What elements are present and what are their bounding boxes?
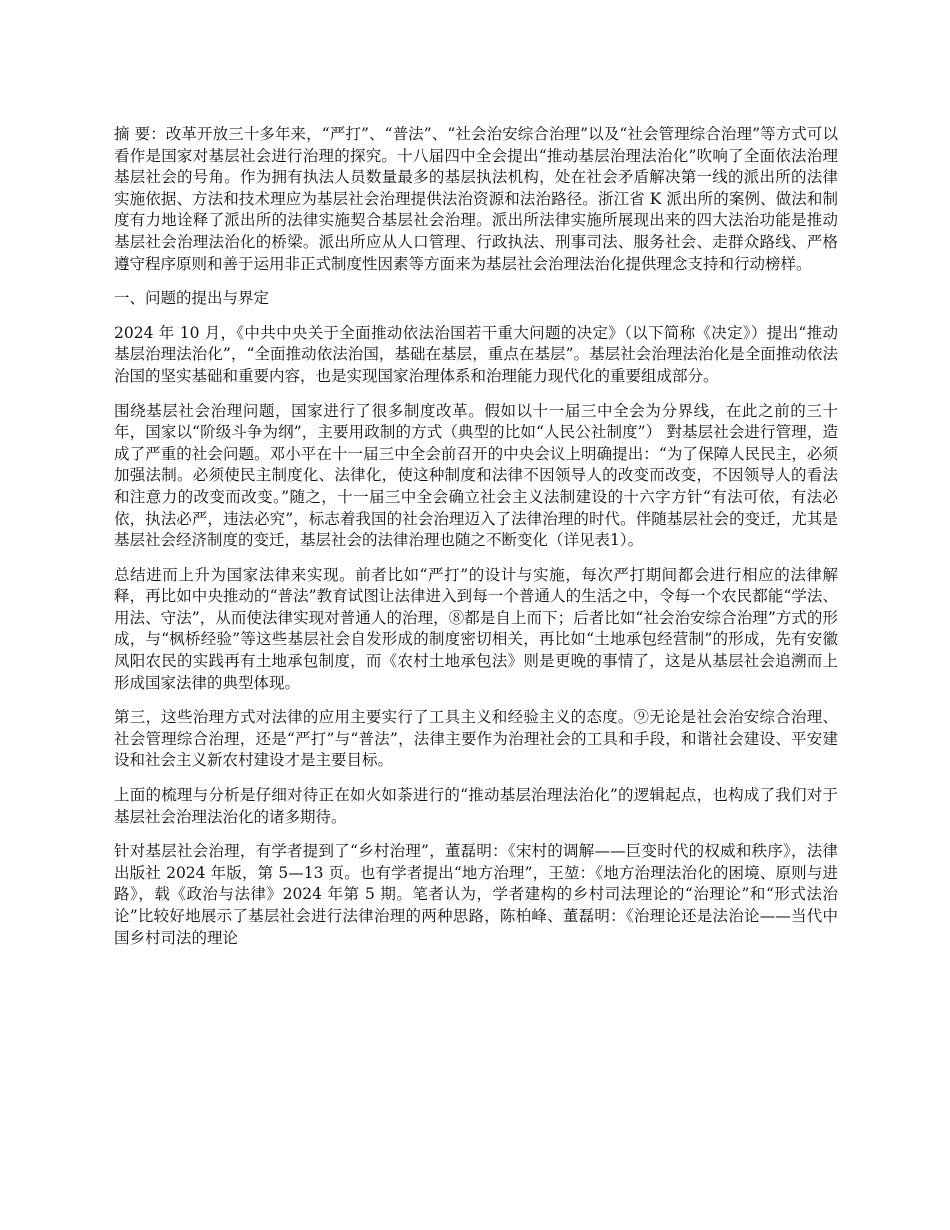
- body-paragraph: 上面的梳理与分析是仔细对待正在如火如荼进行的“推动基层治理法治化”的逻辑起点，也构成了我们对于基层社会治理法治化的诸多期待。: [114, 786, 838, 826]
- section-heading: 一、问题的提出与界定: [114, 289, 270, 308]
- body-paragraph: 围绕基层社会治理问题，国家进行了很多制度改革。假如以十一届三中全会为分界线，在此之前的三十年，国家以“阶级斗争为纲”，主要用政制的方式（典型的比如“人民公社制度”） 對基层社会进行管理，造成了严重的社会问题。邓小平在十一届三中全会前召开的中央会议上明确提出：“为了保障人民民主，必须加强法制。必须使民主制度化、法律化，使这种制度和法律不因领导人的改变而改变，不因领导人的看法和注意力的改变而改变。”随之，十一届三中全会确立社会主义法制建设的十六字方针“有法可依，有法必依，执法必严，违法必究”，标志着我国的社会治理迈入了法律治理的时代。伴随基层社会的变迁，尤其是基层社会经济制度的变迁，基层社会的法律治理也随之不断变化（详见表1）。: [114, 401, 838, 550]
- body-paragraph: 针对基层社会治理，有学者提到了“乡村治理”，董磊明：《宋村的调解——巨变时代的权威和秩序》，法律出版社 2024 年版，第 5—13 页。也有学者提出“地方治理”，王堃：《地方治理法治化的困境、原则与进路》，载《政治与法律》2024 年第 5 期。笔者认为，学者建构的乡村司法理论的“治理论”和“形式法治论”比较好地展示了基层社会进行法律治理的两种思路，陈柏峰、董磊明：《治理论还是法治论——当代中国乡村司法的理论: [114, 842, 838, 947]
- document-body: [114, 124, 838, 962]
- body-paragraph: 第三，这些治理方式对法律的应用主要实行了工具主义和经验主义的态度。⑨无论是社会治安综合治理、社会管理综合治理，还是“严打”与“普法”，法律主要作为治理社会的工具和手段，和谐社会建设、平安建设和社会主义新农村建设才是主要目标。: [114, 708, 838, 770]
- body-paragraph: 总结进而上升为国家法律来实现。前者比如“严打”的设计与实施，每次严打期间都会进行相应的法律解释，再比如中央推动的“普法”教育试图让法律进入到每一个普通人的生活之中，令每一个农民都能“学法、用法、守法”，从而使法律实现对普通人的治理，⑧都是自上而下；后者比如“社会治安综合治理”方式的形成，与“枫桥经验”等这些基层社会自发形成的制度密切相关，再比如“土地承包经营制”的形成，先有安徽凤阳农民的实践再有土地承包制度，而《农村土地承包法》则是更晚的事情了，这是从基层社会追溯而上形成国家法律的典型体现。: [114, 565, 838, 692]
- body-paragraph: 2024 年 10 月，《中共中央关于全面推动依法治国若干重大问题的决定》（以下简称《决定》）提出“推动基层治理法治化”，“全面推动依法治国，基础在基层，重点在基层”。基层社会治理法治化是全面推动依法治国的坚实基础和重要内容，也是实现国家治理体系和治理能力现代化的重要组成部分。: [114, 323, 838, 385]
- abstract-paragraph: 摘 要：改革开放三十多年来，“严打”、“普法”、“社会治安综合治理”以及“社会管理综合治理”等方式可以看作是国家对基层社会进行治理的探究。十八届四中全会提出“推动基层治理法治化”吹响了全面依法治理基层社会的号角。作为拥有执法人员数量最多的基层执法机构，处在社会矛盾解决第一线的派出所的法律实施依据、方法和技术理应为基层社会治理提供法治资源和法治路径。浙江省 K 派出所的案例、做法和制度有力地诠释了派出所的法律实施契合基层社会治理。派出所法律实施所展现出来的四大法治功能是推动基层社会治理法治化的桥梁。派出所应从人口管理、行政执法、刑事司法、服务社会、走群众路线、严格遵守程序原则和善于运用非正式制度性因素等方面来为基层社会治理法治化提供理念支持和行动榜样。: [114, 125, 838, 273]
